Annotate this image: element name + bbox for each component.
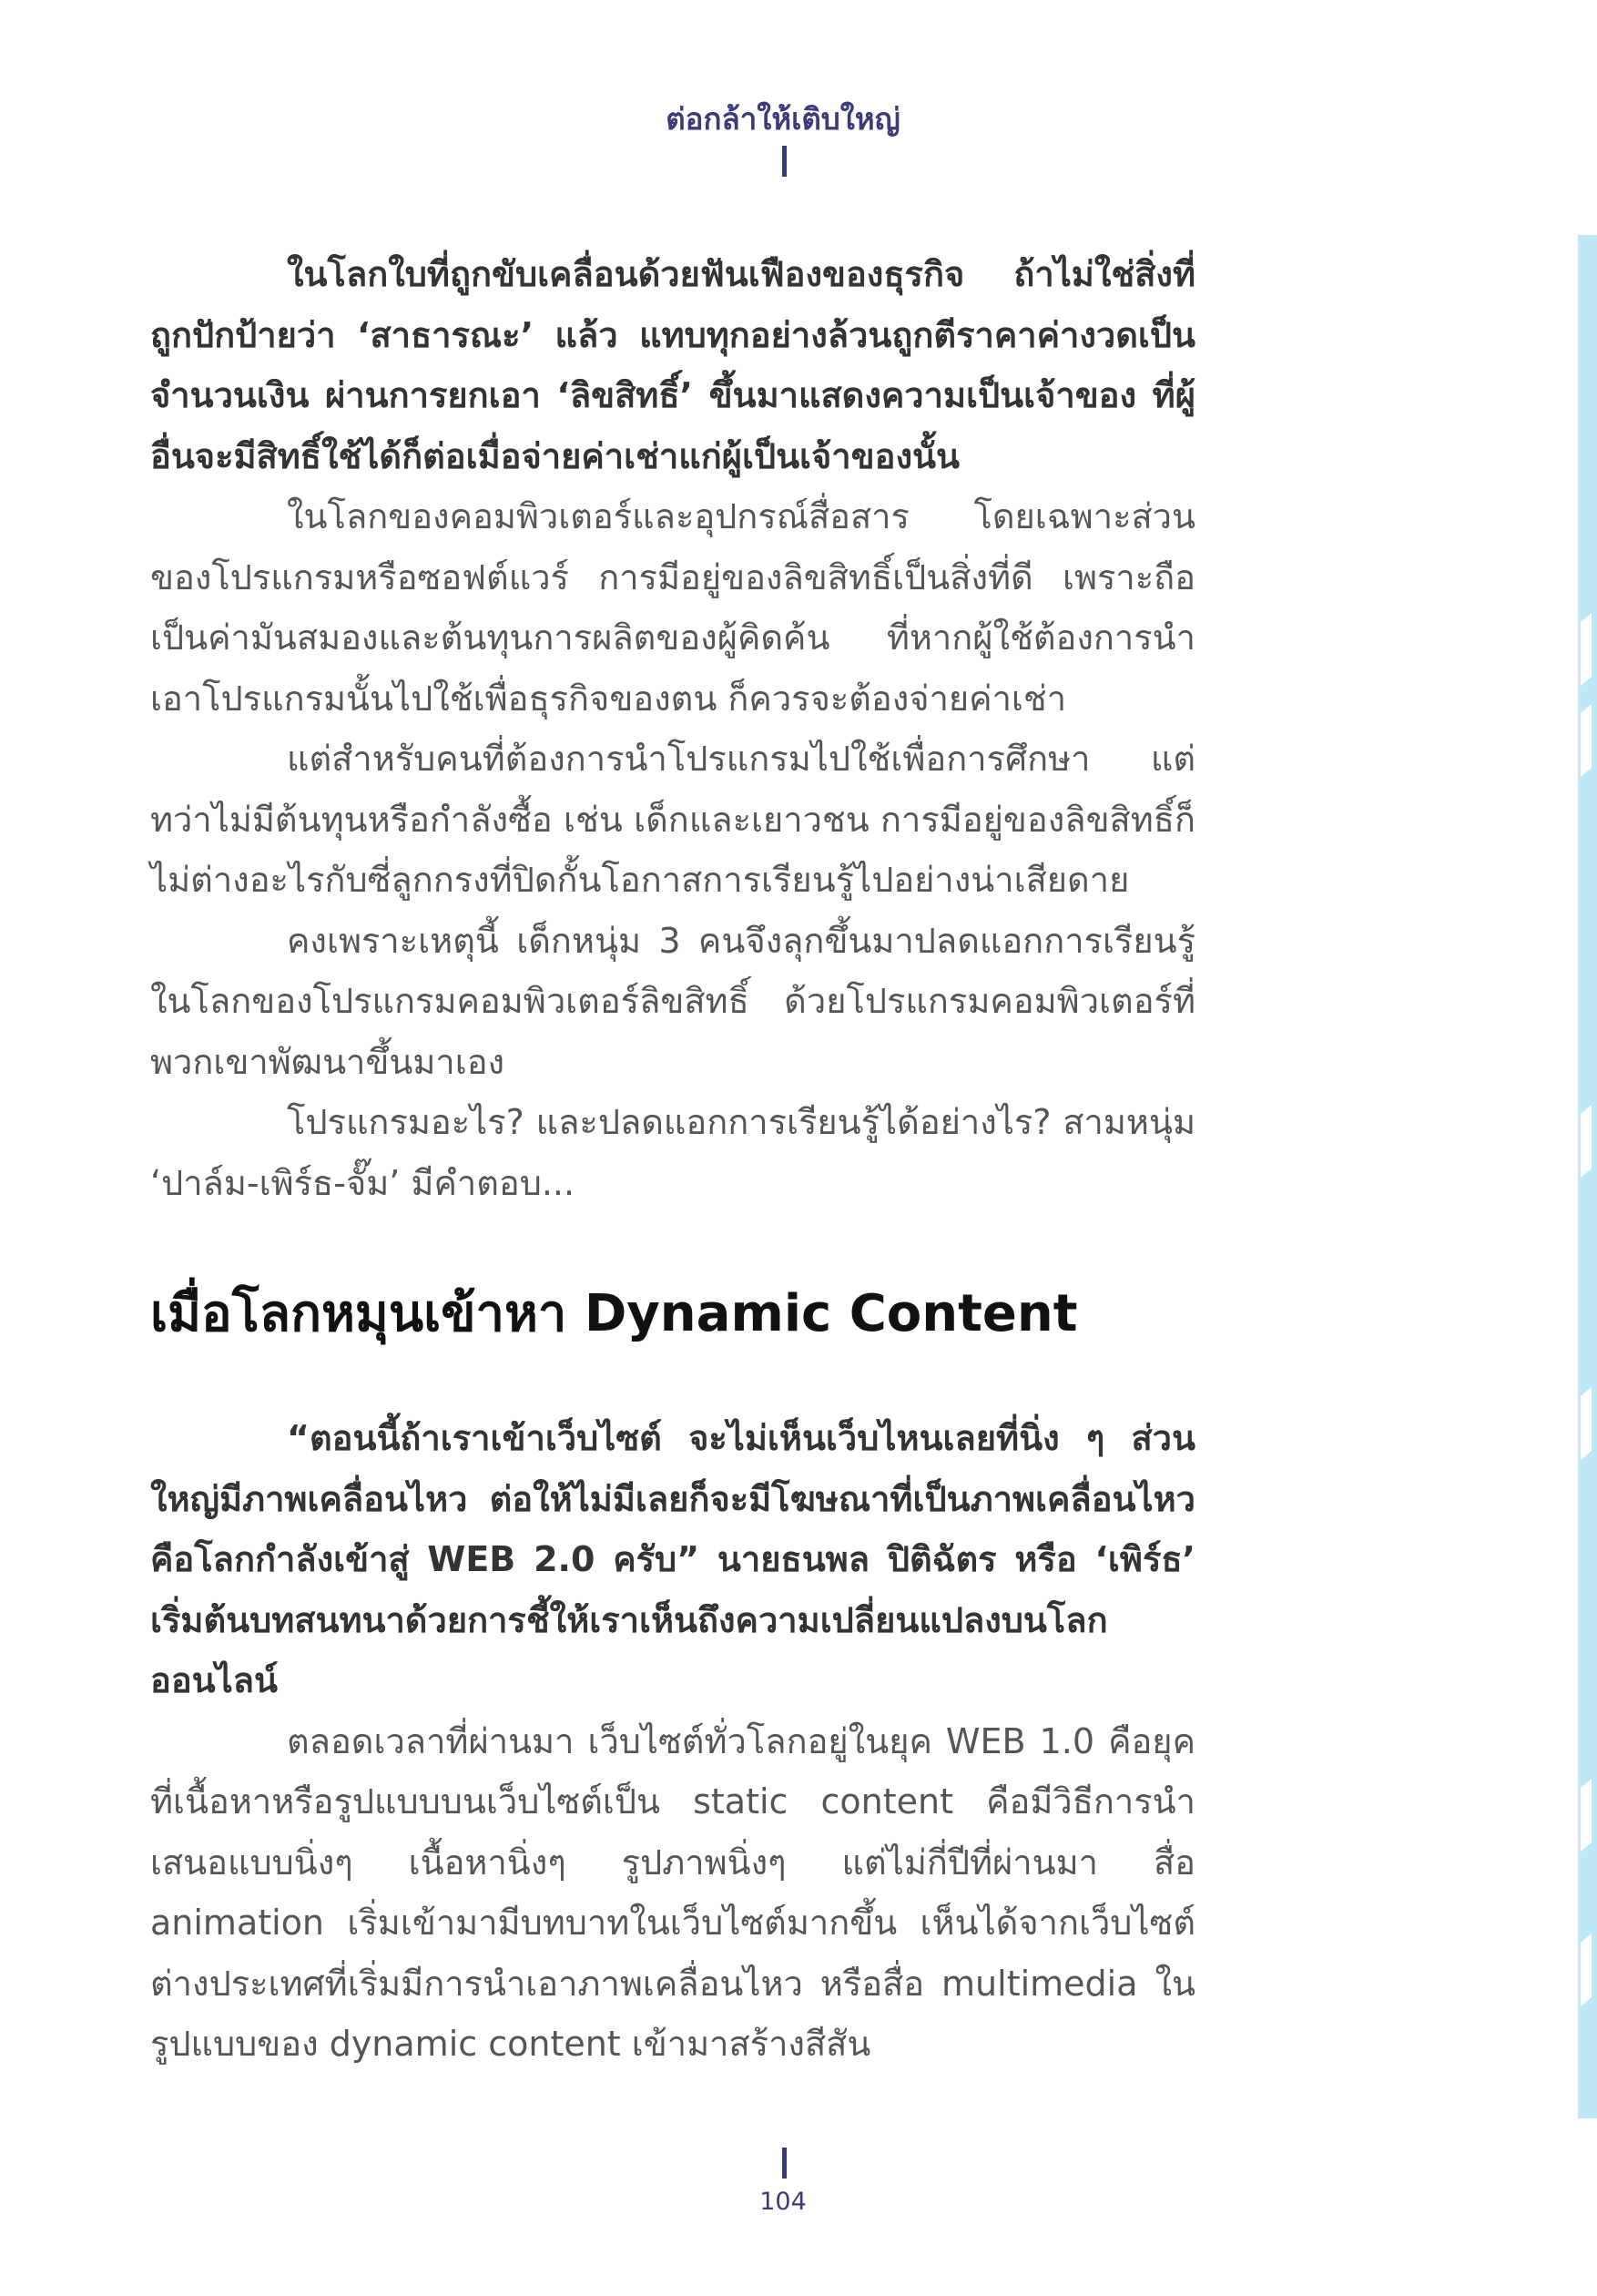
body-paragraph: ในโลกของคอมพิวเตอร์และอุปกรณ์สื่อสาร โดยเฉพาะส่วนของโปรแกรมหรือซอฟต์แวร์ การมีอยู่ของลิขสิทธิ์เป็นสิ่งที่ดี เพราะถือเป็นค่ามันสมองและต้นทุนการผลิตของผู้คิดค้น ที่หากผู้ใช้ต้องการนำเอาโปรแกรมนั้นไปใช้เพื่อธุรกิจของตน ก็ควรจะต้องจ่ายค่าเช่า — [150, 496, 1195, 719]
body-paragraph: ตลอดเวลาที่ผ่านมา เว็บไซต์ทั่วโลกอยู่ในยุค WEB 1.0 คือยุคที่เนื้อหาหรือรูปแบบบนเว็บไซต์เป็น static content คือมีวิธีการนำเสนอแบบนิ่งๆ เนื้อหานิ่งๆ รูปภาพนิ่งๆ แต่ไม่กี่ปีที่ผ่านมา สื่อ animation เริ่มเข้ามามีบทบาทในเว็บไซต์มากขึ้น เห็นได้จากเว็บไซต์ต่างประเทศที่เริ่มมีการนำเอาภาพเคลื่อนไหว หรือสื่อ multimedia ในรูปแบบของ dynamic content เข้ามาสร้างสีสัน — [150, 1720, 1195, 2064]
side-band-mark — [1581, 613, 1592, 686]
article-body — [150, 244, 1195, 2075]
header-divider — [782, 146, 787, 177]
footer-divider — [782, 2148, 787, 2179]
section-heading: เมื่อโลกหมุนเข้าหา Dynamic Content — [150, 1284, 1078, 1343]
lead-paragraph: ในโลกใบที่ถูกขับเคลื่อนด้วยฟันเฟืองของธุรกิจ ถ้าไม่ใช่สิ่งที่ถูกปักป้ายว่า ‘สาธารณะ’ แล้ว แทบทุกอย่างล้วนถูกตีราคาค่างวดเป็นจำนวนเงิน ผ่านการยกเอา ‘ลิขสิทธิ์’ ขึ้นมาแสดงความเป็นเจ้าของ ที่ผู้อื่นจะมีสิทธิ์ใช้ได้ก็ต่อเมื่อจ่ายค่าเช่าแก่ผู้เป็นเจ้าของนั้น — [150, 254, 1195, 476]
side-band-mark — [1581, 1387, 1592, 1460]
page-number: 104 — [759, 2188, 807, 2216]
body-paragraph: คงเพราะเหตุนี้ เด็กหนุ่ม 3 คนจึงลุกขึ้นมาปลดแอกการเรียนรู้ในโลกของโปรแกรมคอมพิวเตอร์ลิขสิทธิ์ ด้วยโปรแกรมคอมพิวเตอร์ที่พวกเขาพัฒนาขึ้นมาเอง — [150, 920, 1195, 1082]
body-paragraph: แต่สำหรับคนที่ต้องการนำโปรแกรมไปใช้เพื่อการศึกษา แต่ทว่าไม่มีต้นทุนหรือกำลังซื้อ เช่น เด็กและเยาวชน การมีอยู่ของลิขสิทธิ์ก็ไม่ต่างอะไรกับซี่ลูกกรงที่ปิดกั้นโอกาสการเรียนรู้ไปอย่างน่าเสียดาย — [150, 739, 1195, 900]
side-band-mark — [1581, 1105, 1592, 1178]
side-band-mark — [1581, 704, 1592, 777]
side-band-mark — [1581, 1779, 1592, 1852]
running-header-title: ต่อกล้าให้เติบใหญ่ — [666, 101, 900, 137]
side-decoration-band — [1578, 235, 1597, 2118]
body-paragraph: โปรแกรมอะไร? และปลดแอกการเรียนรู้ได้อย่างไร? สามหนุ่ม ‘ปาล์ม-เพิร์ธ-จั๊ม’ มีคำตอบ... — [150, 1102, 1195, 1203]
section-lead-paragraph: “ตอนนี้ถ้าเราเข้าเว็บไซต์ จะไม่เห็นเว็บไหนเลยที่นิ่ง ๆ ส่วนใหญ่มีภาพเคลื่อนไหว ต่อให้ไม่มีเลยก็จะมีโฆษณาที่เป็นภาพเคลื่อนไหว คือโลกกำลังเข้าสู่ WEB 2.0 ครับ” นายธนพล ปิติฉัตร หรือ ‘เพิร์ธ’ เริ่มต้นบทสนทนาด้วยการชี้ให้เราเห็นถึงความเปลี่ยนแปลงบนโลกออนไลน์ — [150, 1418, 1195, 1700]
side-band-mark — [1581, 1934, 1592, 2006]
